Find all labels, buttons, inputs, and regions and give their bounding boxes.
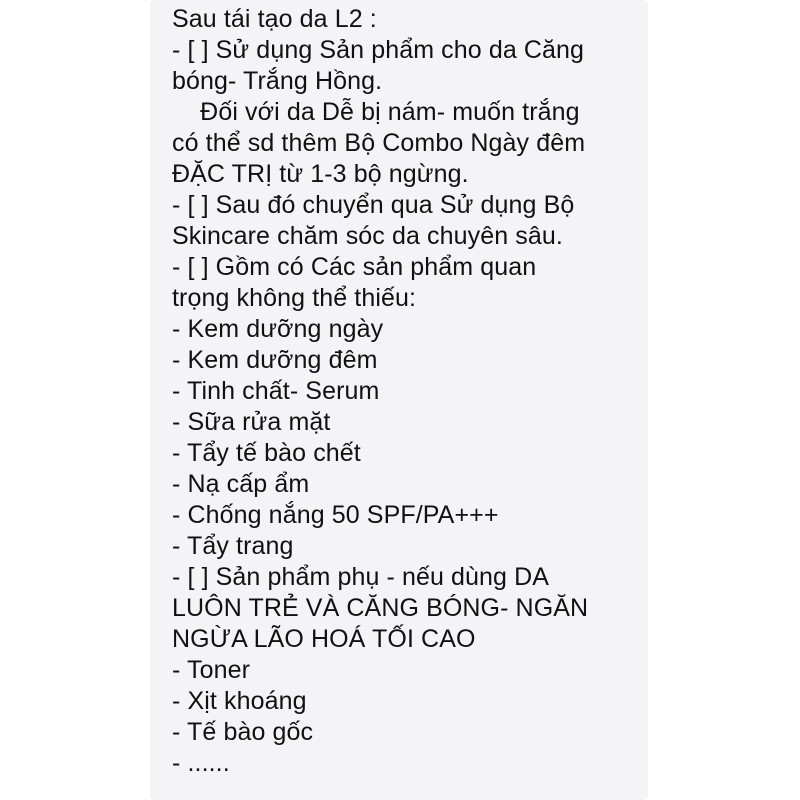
- note-line-19: - [ ] Sản phẩm phụ - nếu dùng DA: [172, 563, 550, 591]
- note-line-8: Skincare chăm sóc da chuyên sâu.: [172, 222, 563, 250]
- note-line-18: - Tẩy trang: [172, 532, 294, 560]
- note-line-22: - Toner: [172, 656, 251, 684]
- note-line-17: - Chống nắng 50 SPF/PA+++: [172, 501, 499, 529]
- note-line-25: - ......: [172, 749, 230, 777]
- note-line-10: trọng không thể thiếu:: [172, 284, 417, 312]
- note-line-6: ĐẶC TRỊ từ 1-3 bộ ngừng.: [172, 160, 469, 188]
- note-line-1: Sau tái tạo da L2 :: [172, 5, 377, 33]
- note-line-13: - Tinh chất- Serum: [172, 377, 380, 405]
- note-line-11: - Kem dưỡng ngày: [172, 315, 384, 343]
- note-line-23: - Xịt khoáng: [172, 687, 307, 715]
- note-line-7: - [ ] Sau đó chuyển qua Sử dụng Bộ: [172, 191, 575, 219]
- note-line-24: - Tế bào gốc: [172, 718, 314, 746]
- note-line-12: - Kem dưỡng đêm: [172, 346, 378, 374]
- note-line-15: - Tẩy tế bào chết: [172, 439, 361, 467]
- note-line-5: có thể sd thêm Bộ Combo Ngày đêm: [172, 129, 586, 157]
- note-line-14: - Sữa rửa mặt: [172, 408, 331, 436]
- note-text: [172, 4, 642, 779]
- note-line-2: - [ ] Sử dụng Sản phẩm cho da Căng: [172, 36, 585, 64]
- note-line-9: - [ ] Gồm có Các sản phẩm quan: [172, 253, 537, 281]
- note-line-16: - Nạ cấp ẩm: [172, 470, 310, 498]
- note-line-3: bóng- Trắng Hồng.: [172, 67, 383, 95]
- note-line-21: NGỪA LÃO HOÁ TỐI CAO: [172, 625, 476, 653]
- note-line-20: LUÔN TRẺ VÀ CĂNG BÓNG- NGĂN: [172, 594, 589, 622]
- note-line-4: Đối với da Dễ bị nám- muốn trắng: [172, 98, 580, 126]
